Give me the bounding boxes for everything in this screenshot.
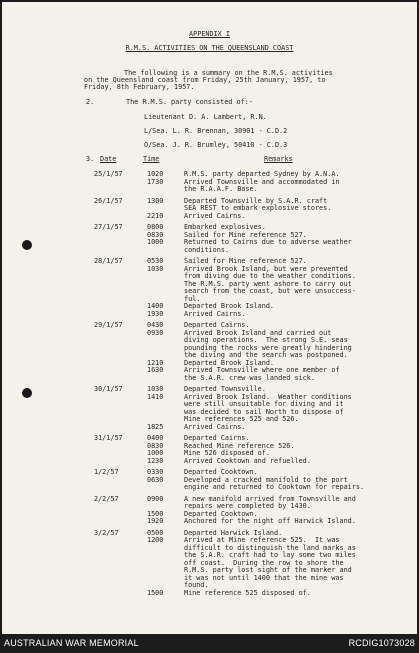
log-remark-line: off coast. During the row to shore the [184,558,344,567]
log-remark-line: ful. [184,294,201,303]
log-remark-line: R.M.S. party departed Sydney by A.N.A. [184,170,340,178]
footer-id: RCDIG1073028 [348,638,415,648]
log-date: 30/1/57 [94,385,123,393]
log-date: 28/1/57 [94,257,123,265]
log-remark-line: SEA REST to embark explosive stores. [184,204,332,212]
log-date: 2/2/57 [94,494,119,503]
log-time: 0400 [147,434,164,442]
log-remark-line: Arrived Townsville and accommodated in [184,177,340,186]
log-remark-line: engine and returned to Cooktown for repairs. [184,483,365,491]
log-date: 27/1/57 [94,223,123,231]
log-time: 1500 [147,509,164,518]
log-time: 1000 [147,238,164,246]
log-remark-line: Arrived at Mine reference 525. It was [184,536,340,544]
log-date: 26/1/57 [94,196,123,205]
party-member: L/Sea. L. R. Brennan, 30901 - C.D.2 [144,127,288,135]
log-remark-line: Arrived Cairns. [184,309,246,318]
log-time: 1030 [147,264,164,273]
log-remark-line: Arrived Cooktown and refuelled. [184,456,311,465]
log-remark-line: Arrived Brook Island, but were prevented [184,264,348,273]
log-remark-line: Arrived Townsville where one member of [184,366,340,374]
log-remark-line: Departed Brook Island. [184,358,275,367]
log-time: 0630 [147,475,164,484]
log-remark-line: R.M.S. party lost sight of the marker and [184,566,352,574]
footer-credit: AUSTRALIAN WAR MEMORIAL [4,638,139,648]
log-remark-line: the S.A.R. craft had to lay some two miles [184,551,356,559]
log-remark-line: were still unsuitable for diving and it [184,400,344,408]
log-remark-line: Departed Cairns. [184,434,250,442]
header-time: Time [143,155,160,163]
log-remark-line: Departed Cooktown. [184,509,258,518]
log-remark-line: difficult to distinguish the land marks as [184,543,356,552]
log-remark-line: Developed a cracked manifold to the port [184,475,348,484]
log-remark-line: The R.M.S. party went ashore to carry out [184,279,352,288]
log-remark-line: Departed Brook Island. [184,302,275,310]
log-time: 1825 [147,422,164,431]
log-remark-line: Returned to Cairns due to adverse weather [184,238,352,246]
log-time: 0830 [147,441,164,450]
party-member: O/Sea. J. R. Brumley, 50410 - C.D.3 [144,141,288,149]
log-time: 0330 [147,468,164,476]
document-title: R.M.S. ACTIVITIES ON THE QUEENSLAND COAST [125,44,294,52]
para1-line: Friday, 8th February, 1957. [84,83,195,91]
log-remark-line: Embarked explosives. [184,223,266,231]
log-time: 1200 [147,536,164,544]
log-time: 1030 [147,385,164,393]
document-page [2,2,417,634]
log-date: 25/1/57 [94,170,123,178]
log-time: 1730 [147,177,164,186]
log-time: 0530 [147,257,164,265]
log-date: 31/1/57 [94,434,123,442]
log-remark-line: Arrived Brook Island. Weather conditions [184,392,352,401]
log-remark-line: diving operations. The strong S.E. seas [184,336,348,344]
log-time: 0500 [147,528,164,537]
log-remark-line: A new manifold arrived from Townsville and [184,494,356,503]
para2-text: The R.M.S. party consisted of:- [126,98,253,106]
para1-line: The following is a summary on the R.M.S. activities [124,69,333,77]
appendix-heading: APPENDIX I [189,30,230,38]
log-time: 1000 [147,449,164,457]
log-time: 1230 [147,456,164,465]
log-remark-line: Departed Cooktown. [184,468,258,476]
log-remark-line: pounding the rocks were greatly hindering [184,343,352,352]
log-remark-line: it was not until 1400 that the mine was [184,573,344,582]
para2-number: 2. [86,98,95,106]
punch-hole-bottom [22,388,32,398]
log-time: 1630 [147,366,164,374]
log-time: 0830 [147,230,164,239]
log-remark-line: Anchored for the night off Harwick Island. [184,517,356,525]
header-date: Date [100,155,117,163]
log-time: 0800 [147,223,164,231]
para1-line: on the Queensland coast from Friday, 25th January, 1957, to [84,76,326,84]
log-remark-line: found. [184,581,209,589]
log-time: 1930 [147,309,164,318]
log-time: 1500 [147,588,164,597]
log-remark-line: Mine reference 525 disposed of. [184,588,311,597]
log-time: 0430 [147,321,164,329]
log-remark-line: Mine references 525 and 526. [184,415,299,423]
log-remark-line: from diving due to the weather conditions. [184,272,356,280]
log-time: 1400 [147,302,164,310]
log-date: 1/2/57 [94,468,119,476]
log-remark-line: search from the coast, but were unsuccess- [184,287,356,295]
log-time: 1210 [147,358,164,367]
log-remark-line: the diving and the search was postponed. [184,351,348,359]
log-remark-line: Sailed for Mine reference 527. [184,257,307,265]
log-remark-line: Arrived Cairns. [184,211,246,220]
log-remark-line: the R.A.A.F. Base. [184,185,258,193]
log-remark-line: Arrived Cairns. [184,422,246,431]
party-member: Lieutenant D. A. Lambert, R.N. [144,113,267,121]
log-time: 1410 [147,392,164,401]
header-remarks: Remarks [264,155,293,163]
para3-number: 3. [86,155,95,163]
log-date: 3/2/57 [94,528,119,537]
log-remark-line: Reached Mine reference 526. [184,441,295,450]
log-remark-line: Sailed for Mine reference 527. [184,230,307,239]
log-remark-line: Departed Townsville. [184,385,266,393]
log-remark-line: Departed Townsville by S.A.R. craft [184,196,328,205]
punch-hole-top [22,240,32,250]
log-time: 0900 [147,494,164,503]
log-remark-line: Departed Cairns. [184,321,250,329]
log-date: 29/1/57 [94,321,123,329]
log-time: 2210 [147,211,164,220]
log-time: 1020 [147,170,164,178]
log-time: 0930 [147,328,164,337]
log-remark-line: Arrived Brook Island and carried out [184,328,332,337]
log-remark-line: Departed Harwick Island. [184,528,283,537]
log-remark-line: the S.A.R. crew was landed sick. [184,373,315,382]
log-remark-line: repairs were completed by 1430. [184,502,311,510]
log-remark-line: was decided to sail North to dispose of [184,407,344,416]
log-remark-line: conditions. [184,245,230,254]
log-time: 1300 [147,196,164,205]
log-time: 1920 [147,517,164,525]
log-remark-line: Mine 526 disposed of. [184,449,270,457]
